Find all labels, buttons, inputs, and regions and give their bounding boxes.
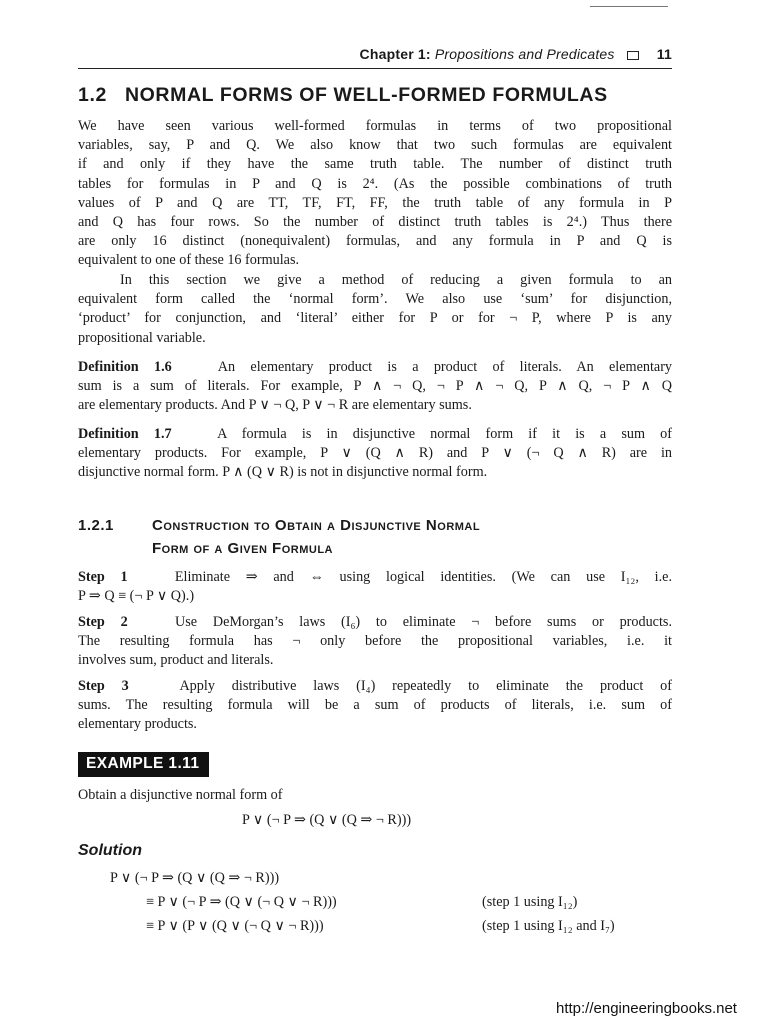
text-line: if and only if they have the same truth table. The number of distinct truth	[78, 156, 672, 173]
definition-1-7	[78, 425, 672, 483]
text-line: tables for formulas in P and Q is 2⁴. (As the possible combinations of truth	[78, 175, 672, 192]
text-line: The resulting formula has ¬ only before the propositional variables, i.e. it	[78, 633, 672, 650]
solution-note: (step 1 using I₁₂ and I₇)	[482, 918, 615, 934]
subsection-title-line: Construction to Obtain a Disjunctive Normal	[152, 517, 481, 534]
solution-line: ≡ P ∨ (¬ P ⇒ (Q ∨ (¬ Q ∨ ¬ R)))	[146, 894, 337, 910]
subsection-heading	[78, 514, 480, 560]
text-line: Use DeMorgan’s laws (I₆) to eliminate ¬ before sums or products.	[174, 614, 672, 630]
solution-line: P ∨ (¬ P ⇒ (Q ∨ (Q ⇒ ¬ R)))	[110, 870, 280, 886]
step-1	[78, 568, 672, 606]
text-line: In this section we give a method of reducing a given formula to an	[120, 272, 672, 288]
text-line: are elementary products. And P ∨ ¬ Q, P ∨ ¬ R are elementary sums.	[78, 397, 472, 414]
intro-paragraph	[78, 117, 672, 271]
text-line: Apply distributive laws (I₄) repeatedly to eliminate the product of	[179, 678, 672, 694]
text-line: Eliminate ⇒ and ⇔ using logical identities. (We can use I₁₂, i.e.	[174, 569, 672, 585]
page-number: 11	[656, 46, 672, 62]
running-header	[78, 46, 672, 69]
footer-url[interactable]: http://engineeringbooks.net	[556, 1000, 737, 1017]
method-paragraph	[78, 271, 672, 348]
example-badge: EXAMPLE 1.11	[78, 752, 209, 777]
solution-label: Solution	[78, 842, 142, 859]
chapter-label: Chapter 1:	[359, 46, 431, 62]
text-line: An elementary product is a product of literals. An elementary	[217, 359, 673, 375]
subsection-title-line: Form of a Given Formula	[152, 540, 333, 557]
solution-note: (step 1 using I₁₂)	[482, 894, 578, 910]
text-line: ‘product’ for conjunction, and ‘literal’ either for P or for ¬ P, where P is any	[78, 310, 672, 327]
text-line: involves sum, product and literals.	[78, 652, 274, 669]
example-prompt	[78, 786, 672, 805]
text-line: elementary products.	[78, 716, 197, 733]
text-line: We have seen various well-formed formulas in terms of two propositional	[78, 118, 672, 134]
section-heading	[78, 84, 608, 107]
text-line: variables, say, P and Q. We also know that two such formulas are equivalent	[78, 137, 672, 154]
text-line: Obtain a disjunctive normal form of	[78, 787, 283, 803]
solution-line: ≡ P ∨ (P ∨ (Q ∨ (¬ Q ∨ ¬ R)))	[146, 918, 324, 934]
step-3	[78, 677, 672, 735]
definition-label: Definition 1.7	[78, 426, 172, 442]
step-2	[78, 613, 672, 671]
example-formula: P ∨ (¬ P ⇒ (Q ∨ (Q ⇒ ¬ R)))	[242, 812, 412, 828]
text-line: equivalent to one of these 16 formulas.	[78, 252, 300, 269]
text-line: elementary products. For example, P ∨ (Q ∧ R) and P ∨ (¬ Q ∧ R) are in	[78, 445, 672, 462]
section-title: NORMAL FORMS OF WELL-FORMED FORMULAS	[124, 84, 608, 106]
text-line: disjunctive normal form. P ∧ (Q ∨ R) is not in disjunctive normal form.	[78, 464, 488, 481]
text-line: sums. The resulting formula will be a sum of products of literals, i.e. sum of	[78, 697, 672, 714]
text-line: sum is a sum of literals. For example, P ∧ ¬ Q, ¬ P ∧ ¬ Q, P ∧ Q, ¬ P ∧ Q	[78, 378, 672, 395]
text-line: values of P and Q are TT, TF, FT, FF, the truth table of any formula in P	[78, 194, 672, 211]
step-label: Step 2	[78, 614, 128, 630]
step-label: Step 1	[78, 569, 128, 585]
text-line: A formula is in disjunctive normal form if it is a sum of	[217, 426, 672, 442]
text-line: are only 16 distinct (nonequivalent) formulas, and any formula in P and Q is	[78, 233, 672, 250]
subsection-number: 1.2.1	[78, 517, 114, 534]
top-edge-rule	[590, 6, 668, 7]
text-line: P ⇒ Q ≡ (¬ P ∨ Q).)	[78, 588, 195, 605]
text-line: propositional variable.	[78, 329, 206, 346]
section-number: 1.2	[78, 84, 107, 106]
chapter-title: Propositions and Predicates	[434, 46, 615, 62]
book-icon	[627, 51, 639, 60]
step-label: Step 3	[78, 678, 129, 694]
definition-1-6	[78, 358, 672, 416]
text-line: and Q has four rows. So the number of distinct truth tables is 2⁴.) Thus there	[78, 214, 672, 231]
definition-label: Definition 1.6	[78, 359, 172, 375]
text-line: equivalent form called the ‘normal form’. We also use ‘sum’ for disjunction,	[78, 291, 672, 308]
